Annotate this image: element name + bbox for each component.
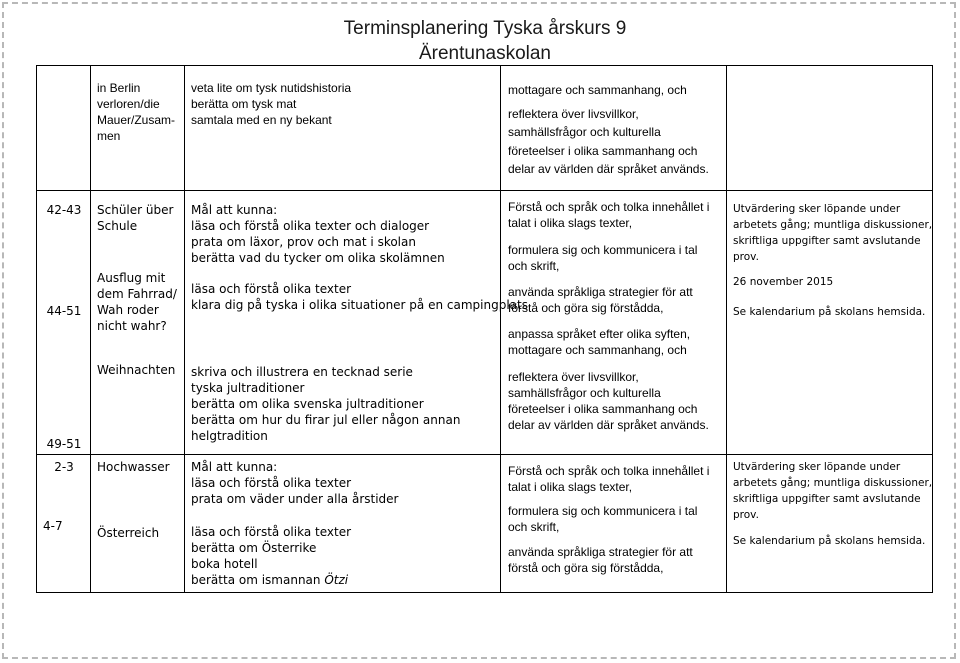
ability-line: företeelser i olika sammanhang och xyxy=(508,402,698,416)
theme-line: nicht wahr? xyxy=(97,319,167,333)
ability-line: talat i olika slags texter, xyxy=(508,216,633,230)
evaluation-line: skriftliga uppgifter samt avslutande xyxy=(733,235,921,247)
goal-line: läsa och förstå olika texter och dialoger xyxy=(191,219,430,233)
ability-line: Förstå och språk och tolka innehållet i xyxy=(508,200,710,214)
goal-line: berätta om olika svenska jultraditioner xyxy=(191,397,424,411)
goal-line: berätta om hur du firar jul eller någon annan xyxy=(191,413,461,427)
evaluation-line: arbetets gång; muntliga diskussioner, xyxy=(733,219,933,231)
weeks-label: 4-7 xyxy=(43,519,63,533)
ability-line: och skrift, xyxy=(508,259,560,273)
ability-line: mottagare och sammanhang, och xyxy=(508,83,687,97)
evaluation-line: skriftliga uppgifter samt avslutande xyxy=(733,493,921,505)
goal-line: samtala med en ny bekant xyxy=(191,113,332,127)
ability-line: samhällsfrågor och kulturella xyxy=(508,125,661,139)
document-title xyxy=(340,16,630,66)
ability-line: formulera sig och kommunicera i tal xyxy=(508,504,698,518)
goals-cell xyxy=(185,66,501,191)
planning-table xyxy=(36,65,933,593)
goal-line: boka hotell xyxy=(191,557,258,571)
goal-line: prata om väder under alla årstider xyxy=(191,492,399,506)
goal-line: veta lite om tysk nutidshistoria xyxy=(191,81,352,95)
ability-line: och skrift, xyxy=(508,520,560,534)
goal-heading: Mål att kunna: xyxy=(191,203,278,217)
evaluation-line: Utvärdering sker löpande under xyxy=(733,461,901,473)
theme-line: Mauer/Zusam- xyxy=(97,113,176,127)
title-line-1: Terminsplanering Tyska årskurs 9 xyxy=(343,18,627,39)
ability-line: Förstå och språk och tolka innehållet i xyxy=(508,464,710,478)
evaluation-line: Se kalendarium på skolans hemsida. xyxy=(733,535,926,547)
ability-line: förstå och göra sig förstådda, xyxy=(508,561,664,575)
theme-line: Ausflug mit xyxy=(97,271,166,285)
goal-text: berätta om ismannan xyxy=(191,573,325,587)
theme-line: Wah roder xyxy=(97,303,159,317)
goal-line: berätta om Österrike xyxy=(191,541,317,555)
theme-line: verloren/die xyxy=(97,97,160,111)
weeks-cell xyxy=(37,455,91,593)
weeks-label: 2-3 xyxy=(54,460,74,474)
weeks-label: 42-43 xyxy=(46,203,82,217)
ability-line: delar av världen där språket används. xyxy=(508,418,709,432)
goal-line xyxy=(191,572,351,588)
goal-line: helgtradition xyxy=(191,429,268,443)
ability-line: använda språkliga strategier för att xyxy=(508,285,693,299)
weeks-cell xyxy=(37,66,91,191)
evaluation-cell xyxy=(727,455,933,593)
weeks-cell xyxy=(37,191,91,455)
goal-line: skriva och illustrera en tecknad serie xyxy=(191,365,413,379)
theme-cell xyxy=(91,66,185,191)
abilities-cell xyxy=(501,66,727,191)
ability-line: delar av världen där språket används. xyxy=(508,162,709,176)
goal-line: klara dig på tyska i olika situationer på en campingplats xyxy=(191,298,528,312)
evaluation-line: prov. xyxy=(733,509,759,521)
goal-line: berätta om tysk mat xyxy=(191,97,297,111)
ability-line: förstå och göra sig förstådda, xyxy=(508,301,664,315)
theme-line: Österreich xyxy=(97,526,160,540)
evaluation-line: Utvärdering sker löpande under xyxy=(733,203,901,215)
evaluation-line: arbetets gång; muntliga diskussioner, xyxy=(733,477,933,489)
ability-line: företeelser i olika sammanhang och xyxy=(508,143,698,158)
theme-line: Weihnachten xyxy=(97,363,176,377)
goal-line: berätta vad du tycker om olika skolämnen xyxy=(191,251,445,265)
ability-line: formulera sig och kommunicera i tal xyxy=(508,243,698,257)
evaluation-cell xyxy=(727,191,933,455)
ability-line: reflektera över livsvillkor, xyxy=(508,370,639,384)
goals-cell xyxy=(185,455,501,593)
theme-line: Schüler über xyxy=(97,203,174,217)
theme-cell xyxy=(91,191,185,455)
ability-line: samhällsfrågor och kulturella xyxy=(508,386,661,400)
ability-line: talat i olika slags texter, xyxy=(508,480,633,494)
evaluation-date: 26 november 2015 xyxy=(733,276,834,288)
goal-line: tyska jultraditioner xyxy=(191,381,305,395)
theme-line: Hochwasser xyxy=(97,460,170,474)
weeks-label: 44-51 xyxy=(46,304,82,318)
weeks-label: 49-51 xyxy=(46,437,82,451)
goal-text-italic: Ötzi xyxy=(324,573,349,587)
theme-line: dem Fahrrad/ xyxy=(97,287,177,301)
goal-line: läsa och förstå olika texter xyxy=(191,525,352,539)
theme-cell xyxy=(91,455,185,593)
title-line-2: Ärentunaskolan xyxy=(418,43,552,64)
table-row xyxy=(37,66,933,191)
theme-line: Schule xyxy=(97,219,138,233)
evaluation-line: Se kalendarium på skolans hemsida. xyxy=(733,306,926,318)
ability-line: använda språkliga strategier för att xyxy=(508,545,693,559)
abilities-cell xyxy=(501,191,727,455)
ability-line: reflektera över livsvillkor, xyxy=(508,106,639,121)
ability-line: mottagare och sammanhang, och xyxy=(508,343,687,357)
goal-line: läsa och förstå olika texter xyxy=(191,282,352,296)
table-row xyxy=(37,191,933,455)
evaluation-cell xyxy=(727,66,933,191)
goal-heading: Mål att kunna: xyxy=(191,460,278,474)
ability-line: anpassa språket efter olika syften, xyxy=(508,327,691,341)
theme-line: men xyxy=(97,129,121,143)
table-row xyxy=(37,455,933,593)
abilities-cell xyxy=(501,455,727,593)
theme-line: in Berlin xyxy=(97,81,141,95)
goal-line: läsa och förstå olika texter xyxy=(191,476,352,490)
goals-cell xyxy=(185,191,528,455)
goal-line: prata om läxor, prov och mat i skolan xyxy=(191,235,416,249)
evaluation-line: prov. xyxy=(733,251,759,263)
